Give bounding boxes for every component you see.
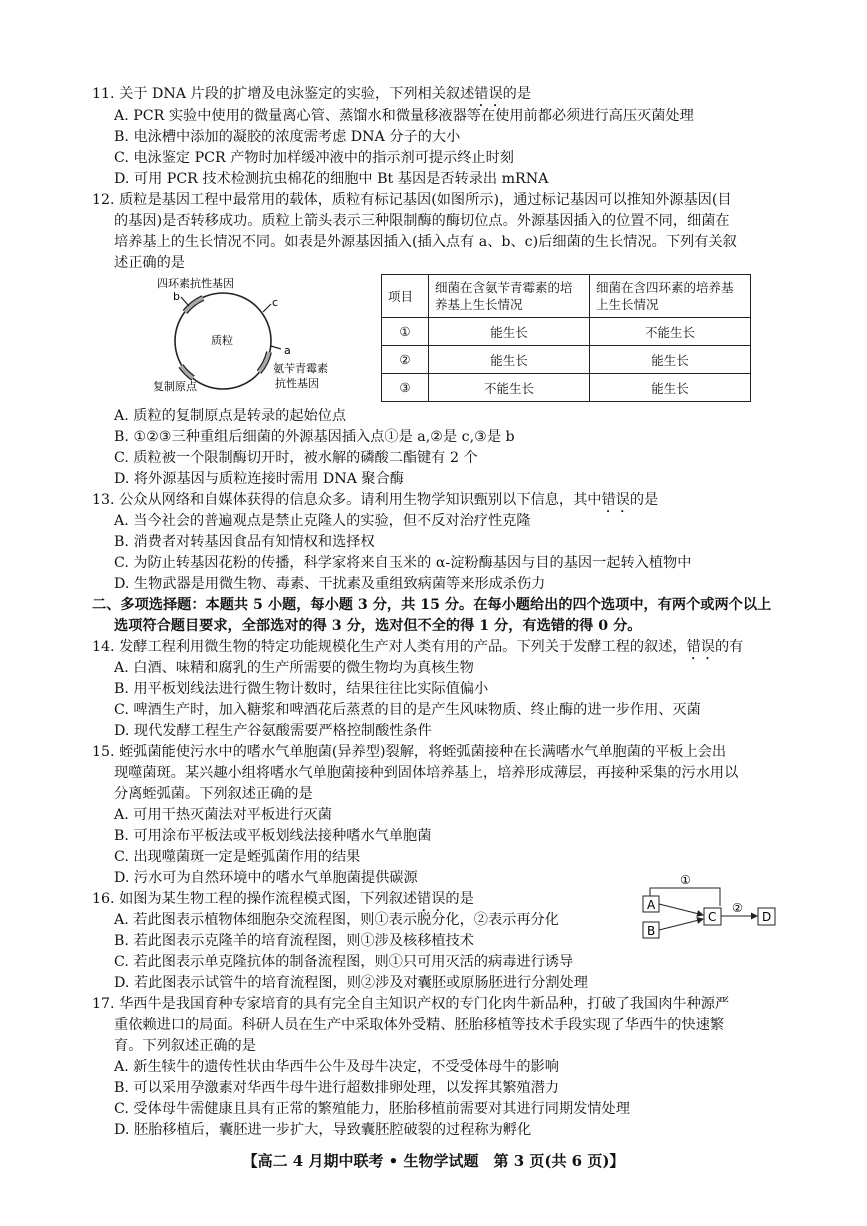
flow-step-2-label: ② — [732, 901, 743, 915]
flow-box-c-label: C — [708, 910, 717, 924]
flow-diagram — [640, 868, 780, 946]
table-cell: 能生长 — [590, 374, 751, 402]
table-cell: 能生长 — [429, 318, 590, 346]
q15-stem-line2: 现噬菌斑。某兴趣小组将嗜水气单胞菌接种到固体培养基上，培养形成薄层，再接种采集的污水用以 — [114, 765, 739, 781]
q14-stem: 14. 发酵工程利用微生物的特定功能规模化生产对人类有用的产品。下列关于发酵工程的叙述，错误的有 — [92, 639, 744, 655]
q16-stem: 16. 如图为某生物工程的操作流程模式图，下列叙述错误的是 — [92, 891, 474, 907]
table-cell: 不能生长 — [590, 318, 751, 346]
q14-option-c: C. 啤酒生产时，加入糖浆和啤酒花后蒸煮的目的是产生风味物质、终止酶的进一步作用、灭菌 — [114, 702, 701, 718]
q12-option-a: A. 质粒的复制原点是转录的起始位点 — [114, 408, 347, 424]
ori-label: 复制原点 — [153, 380, 197, 393]
q12-stem-line1: 12. 质粒是基因工程中最常用的载体，质粒有标记基因(如图所示)，通过标记基因可以推知外源基因(目 — [92, 192, 732, 208]
table-cell: 能生长 — [429, 346, 590, 374]
site-a-label: a — [284, 344, 291, 357]
q11-option-a: A. PCR 实验中使用的微量离心管、蒸馏水和微量移液器等在使用前都必须进行高压灭菌处理 — [114, 108, 694, 124]
page-footer: 【高二 4 月期中联考 • 生物学试题 第 3 页(共 6 页)】 — [242, 1152, 625, 1170]
q14-option-a: A. 白酒、味精和腐乳的生产所需要的微生物均为真核生物 — [114, 660, 474, 676]
flow-box-b-label: B — [647, 924, 656, 938]
q11-option-d: D. 可用 PCR 技术检测抗虫棉花的细胞中 Bt 基因是否转录出 mRNA — [114, 171, 549, 187]
q17-stem-line2: 重依赖进口的局面。科研人员在生产中采取体外受精、胚胎移植等技术手段实现了华西牛的快速繁 — [114, 1017, 725, 1033]
q16-option-a: A. 若此图表示植物体细胞杂交流程图，则①表示脱分化，②表示再分化 — [114, 912, 559, 928]
tet-gene-label: 四环素抗性基因 — [157, 277, 234, 290]
q12-stem-line4: 述正确的是 — [114, 255, 185, 271]
section2-instructions-line2: 选项符合题目要求，全部选对的得 3 分，选对但不全的得 1 分，有选错的得 0 分。 — [114, 618, 642, 634]
q17-stem-line3: 育。下列叙述正确的是 — [114, 1038, 256, 1054]
table-cell: ① — [382, 318, 429, 346]
q15-option-a: A. 可用干热灭菌法对平板进行灭菌 — [114, 807, 332, 823]
table-header-tet: 细菌在含四环素的培养基上生长情况 — [590, 275, 751, 318]
q15-stem-line3: 分离蛭弧菌。下列叙述正确的是 — [114, 786, 313, 802]
q14-option-b: B. 用平板划线法进行微生物计数时，结果往往比实际值偏小 — [114, 681, 489, 697]
site-b-label: b — [173, 290, 180, 303]
flow-step-1-label: ① — [680, 873, 691, 887]
table-header-amp: 细菌在含氨苄青霉素的培养基上生长情况 — [429, 275, 590, 318]
q15-option-b: B. 可用涂布平板法或平板划线法接种嗜水气单胞菌 — [114, 828, 432, 844]
q12-stem-line2: 的基因)是否转移成功。质粒上箭头表示三种限制酶的酶切位点。外源基因插入的位置不同，细菌在 — [114, 213, 730, 229]
q12-stem-line3: 培养基上的生长情况不同。如表是外源基因插入(插入点有 a、b、c)后细菌的生长情况。下列有关叙 — [114, 234, 737, 250]
growth-table — [381, 274, 751, 402]
q13-stem: 13. 公众从网络和自媒体获得的信息众多。请利用生物学知识甄别以下信息，其中错误的是 — [92, 492, 659, 508]
plasmid-diagram — [145, 274, 360, 404]
table-row — [382, 318, 751, 346]
q15-option-c: C. 出现噬菌斑一定是蛭弧菌作用的结果 — [114, 849, 361, 865]
q12-option-d: D. 将外源基因与质粒连接时需用 DNA 聚合酶 — [114, 471, 404, 487]
plasmid-center-label: 质粒 — [211, 334, 233, 347]
table-row — [382, 346, 751, 374]
table-row — [382, 374, 751, 402]
q13-option-c: C. 为防止转基因花粉的传播，科学家将来自玉米的 α-淀粉酶基因与目的基因一起转入植物中 — [114, 555, 692, 571]
section2-instructions-line1: 二、多项选择题：本题共 5 小题，每小题 3 分，共 15 分。在每小题给出的四个选项中，有两个或两个以上 — [92, 597, 772, 613]
q17-option-a: A. 新生犊牛的遗传性状由华西牛公牛及母牛决定，不受受体母牛的影响 — [114, 1059, 559, 1075]
growth-table-header — [382, 275, 751, 318]
table-cell: 不能生长 — [429, 374, 590, 402]
table-cell: ② — [382, 346, 429, 374]
q12-option-c: C. 质粒被一个限制酶切开时，被水解的磷酸二酯键有 2 个 — [114, 450, 478, 466]
q16-option-c: C. 若此图表示单克隆抗体的制备流程图，则①只可用灭活的病毒进行诱导 — [114, 954, 574, 970]
q13-option-b: B. 消费者对转基因食品有知情权和选择权 — [114, 534, 375, 550]
q13-option-d: D. 生物武器是用微生物、毒素、干扰素及重组致病菌等来形成杀伤力 — [114, 576, 546, 592]
q14-option-d: D. 现代发酵工程生产谷氨酸需要严格控制酸性条件 — [114, 723, 432, 739]
flow-box-a-label: A — [647, 898, 656, 912]
amp-gene-label-line1: 氨苄青霉素 — [273, 362, 328, 375]
flow-box-d-label: D — [762, 910, 772, 924]
q11-option-c: C. 电泳鉴定 PCR 产物时加样缓冲液中的指示剂可提示终止时刻 — [114, 150, 514, 166]
table-cell: 能生长 — [590, 346, 751, 374]
table-header-item: 项目 — [382, 275, 429, 318]
q17-option-c: C. 受体母牛需健康且具有正常的繁殖能力，胚胎移植前需要对其进行同期发情处理 — [114, 1101, 630, 1117]
q17-option-b: B. 可以采用孕激素对华西牛母牛进行超数排卵处理，以发挥其繁殖潜力 — [114, 1080, 560, 1096]
table-cell: ③ — [382, 374, 429, 402]
q16-option-b: B. 若此图表示克隆羊的培育流程图，则①涉及核移植技术 — [114, 933, 474, 949]
q17-option-d: D. 胚胎移植后，囊胚进一步扩大，导致囊胚腔破裂的过程称为孵化 — [114, 1122, 532, 1138]
q17-stem-line1: 17. 华西牛是我国育种专家培育的具有完全自主知识产权的专门化肉牛新品种，打破了我国肉牛种源严 — [92, 996, 730, 1012]
q12-option-b: B. ①②③三种重组后细菌的外源基因插入点①是 a,②是 c,③是 b — [114, 429, 515, 445]
q15-stem-line1: 15. 蛭弧菌能使污水中的嗜水气单胞菌(异养型)裂解，将蛭弧菌接种在长满嗜水气单胞菌的平板上会出 — [92, 744, 727, 760]
q13-option-a: A. 当今社会的普遍观点是禁止克隆人的实验，但不反对治疗性克隆 — [114, 513, 531, 529]
site-c-label: c — [272, 296, 279, 309]
amp-gene-label-line2: 抗性基因 — [275, 377, 319, 390]
q15-option-d: D. 污水可为自然环境中的嗜水气单胞菌提供碳源 — [114, 870, 418, 886]
q16-option-d: D. 若此图表示试管牛的培育流程图，则②涉及对囊胚或原肠胚进行分割处理 — [114, 975, 588, 991]
q11-stem: 11. 关于 DNA 片段的扩增及电泳鉴定的实验，下列相关叙述错误的是 — [92, 86, 532, 102]
q11-option-b: B. 电泳槽中添加的凝胶的浓度需考虑 DNA 分子的大小 — [114, 129, 461, 145]
